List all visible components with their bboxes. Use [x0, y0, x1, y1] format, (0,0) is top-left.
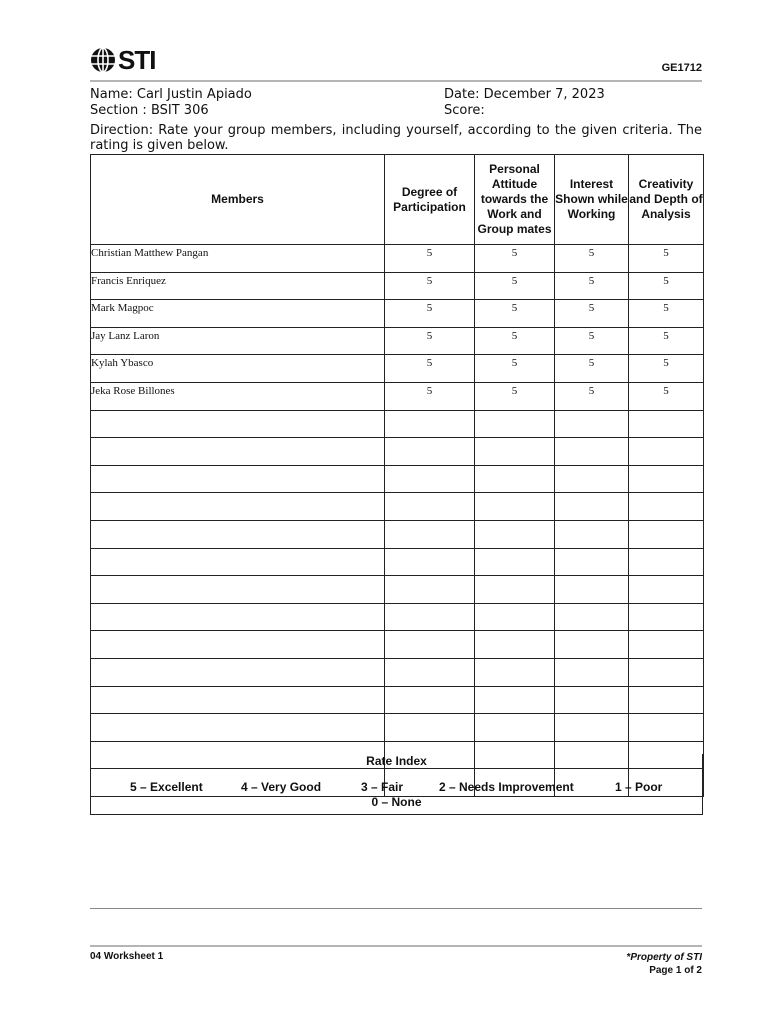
member-name-cell: Jay Lanz Laron [91, 327, 385, 355]
table-row [91, 631, 704, 659]
score-cell [385, 576, 475, 604]
table-row [91, 520, 704, 548]
member-name-cell: Jeka Rose Billones [91, 382, 385, 410]
score-cell [555, 410, 629, 438]
score-cell [629, 603, 704, 631]
score-cell [555, 576, 629, 604]
score-cell: 5 [385, 300, 475, 328]
score-cell [629, 520, 704, 548]
member-name-cell [91, 686, 385, 714]
table-header-row [91, 155, 704, 245]
score-cell: 5 [555, 355, 629, 383]
score-cell [385, 410, 475, 438]
score-cell [475, 410, 555, 438]
score-cell [629, 576, 704, 604]
score-cell [555, 520, 629, 548]
table-body [91, 245, 704, 797]
member-name-cell [91, 631, 385, 659]
score-cell [475, 548, 555, 576]
table-row [91, 245, 704, 273]
direction-text: Direction: Rate your group members, including yourself, according to the given criteria. The rating is given below. [90, 123, 702, 153]
score-cell [385, 438, 475, 466]
date-field: Date: December 7, 2023 [444, 87, 605, 102]
document-code: GE1712 [661, 62, 702, 74]
score-cell [475, 438, 555, 466]
header-creativity: Creativity and Depth of Analysis [629, 155, 704, 245]
rate-very-good: 4 – Very Good [241, 780, 322, 794]
rate-fair: 3 – Fair [361, 780, 404, 794]
footer-rule-upper [90, 908, 702, 909]
member-name-cell: Francis Enriquez [91, 272, 385, 300]
score-cell [629, 438, 704, 466]
table-row [91, 714, 704, 742]
member-name-cell [91, 465, 385, 493]
rating-table [90, 154, 704, 797]
rate-index-title: Rate Index [366, 754, 427, 768]
rate-index [90, 754, 703, 815]
score-cell: 5 [555, 382, 629, 410]
score-cell: 5 [629, 245, 704, 273]
score-cell: 5 [629, 327, 704, 355]
table-row [91, 382, 704, 410]
score-cell [385, 631, 475, 659]
score-cell [475, 465, 555, 493]
score-cell [475, 714, 555, 742]
score-field: Score: [444, 103, 485, 118]
score-cell: 5 [385, 355, 475, 383]
score-cell [385, 658, 475, 686]
globe-icon [90, 47, 116, 73]
score-cell [629, 493, 704, 521]
worksheet-label: 04 Worksheet 1 [90, 951, 164, 962]
score-cell: 5 [555, 272, 629, 300]
score-cell [629, 548, 704, 576]
table-row [91, 686, 704, 714]
score-cell: 5 [555, 300, 629, 328]
member-name-cell [91, 493, 385, 521]
header-rule [90, 80, 702, 82]
section-field: Section : BSIT 306 [90, 103, 209, 118]
member-name-cell [91, 410, 385, 438]
score-cell: 5 [555, 245, 629, 273]
score-cell [475, 603, 555, 631]
score-cell [629, 686, 704, 714]
score-cell: 5 [385, 382, 475, 410]
member-name-cell: Kylah Ybasco [91, 355, 385, 383]
score-cell [385, 465, 475, 493]
member-name-cell [91, 548, 385, 576]
member-name-cell: Mark Magpoc [91, 300, 385, 328]
table-row [91, 272, 704, 300]
score-cell [555, 603, 629, 631]
score-cell [555, 438, 629, 466]
score-cell [475, 658, 555, 686]
rate-poor: 1 – Poor [615, 780, 663, 794]
score-cell: 5 [385, 327, 475, 355]
score-cell [555, 465, 629, 493]
score-cell: 5 [475, 382, 555, 410]
score-cell [475, 493, 555, 521]
score-cell [385, 548, 475, 576]
score-cell: 5 [475, 245, 555, 273]
header-interest: Interest Shown while Working [555, 155, 629, 245]
score-cell: 5 [629, 272, 704, 300]
score-cell: 5 [475, 300, 555, 328]
score-cell [475, 576, 555, 604]
score-cell [629, 465, 704, 493]
score-cell: 5 [475, 272, 555, 300]
sti-logo [90, 46, 155, 74]
table-row [91, 548, 704, 576]
table-row [91, 576, 704, 604]
table-row [91, 493, 704, 521]
member-name-cell [91, 520, 385, 548]
footer-rule [90, 945, 702, 947]
member-name-cell [91, 603, 385, 631]
score-cell [475, 520, 555, 548]
page-number: Page 1 of 2 [649, 965, 702, 976]
score-cell [385, 714, 475, 742]
member-name-cell [91, 576, 385, 604]
score-cell [555, 631, 629, 659]
table-row [91, 465, 704, 493]
table-row [91, 355, 704, 383]
member-name-cell [91, 438, 385, 466]
score-cell: 5 [555, 327, 629, 355]
member-name-cell [91, 714, 385, 742]
table-row [91, 410, 704, 438]
score-cell [385, 603, 475, 631]
score-cell [475, 631, 555, 659]
name-field: Name: Carl Justin Apiado [90, 87, 252, 102]
header-attitude: Personal Attitude towards the Work and Group mates [475, 155, 555, 245]
table-row [91, 438, 704, 466]
score-cell: 5 [629, 355, 704, 383]
table-row [91, 603, 704, 631]
score-cell [629, 631, 704, 659]
score-cell [385, 686, 475, 714]
score-cell: 5 [475, 355, 555, 383]
score-cell: 5 [385, 245, 475, 273]
rate-none: 0 – None [371, 795, 422, 809]
score-cell: 5 [629, 382, 704, 410]
score-cell [629, 658, 704, 686]
header-participation: Degree of Participation [385, 155, 475, 245]
score-cell [555, 658, 629, 686]
member-name-cell [91, 658, 385, 686]
member-name-cell: Christian Matthew Pangan [91, 245, 385, 273]
score-cell [385, 493, 475, 521]
score-cell: 5 [475, 327, 555, 355]
table-row [91, 658, 704, 686]
score-cell [629, 410, 704, 438]
score-cell: 5 [385, 272, 475, 300]
footer-right [626, 951, 702, 977]
score-cell [629, 714, 704, 742]
rate-needs-improvement: 2 – Needs Improvement [439, 780, 574, 794]
table-row [91, 300, 704, 328]
score-cell [555, 686, 629, 714]
score-cell [555, 493, 629, 521]
score-cell [475, 686, 555, 714]
score-cell [555, 714, 629, 742]
logo-text: STI [118, 45, 156, 75]
score-cell: 5 [629, 300, 704, 328]
property-label: *Property of STI [626, 952, 702, 963]
rate-excellent: 5 – Excellent [130, 780, 203, 794]
table-row [91, 327, 704, 355]
score-cell [555, 548, 629, 576]
score-cell [385, 520, 475, 548]
header-members: Members [91, 155, 385, 245]
